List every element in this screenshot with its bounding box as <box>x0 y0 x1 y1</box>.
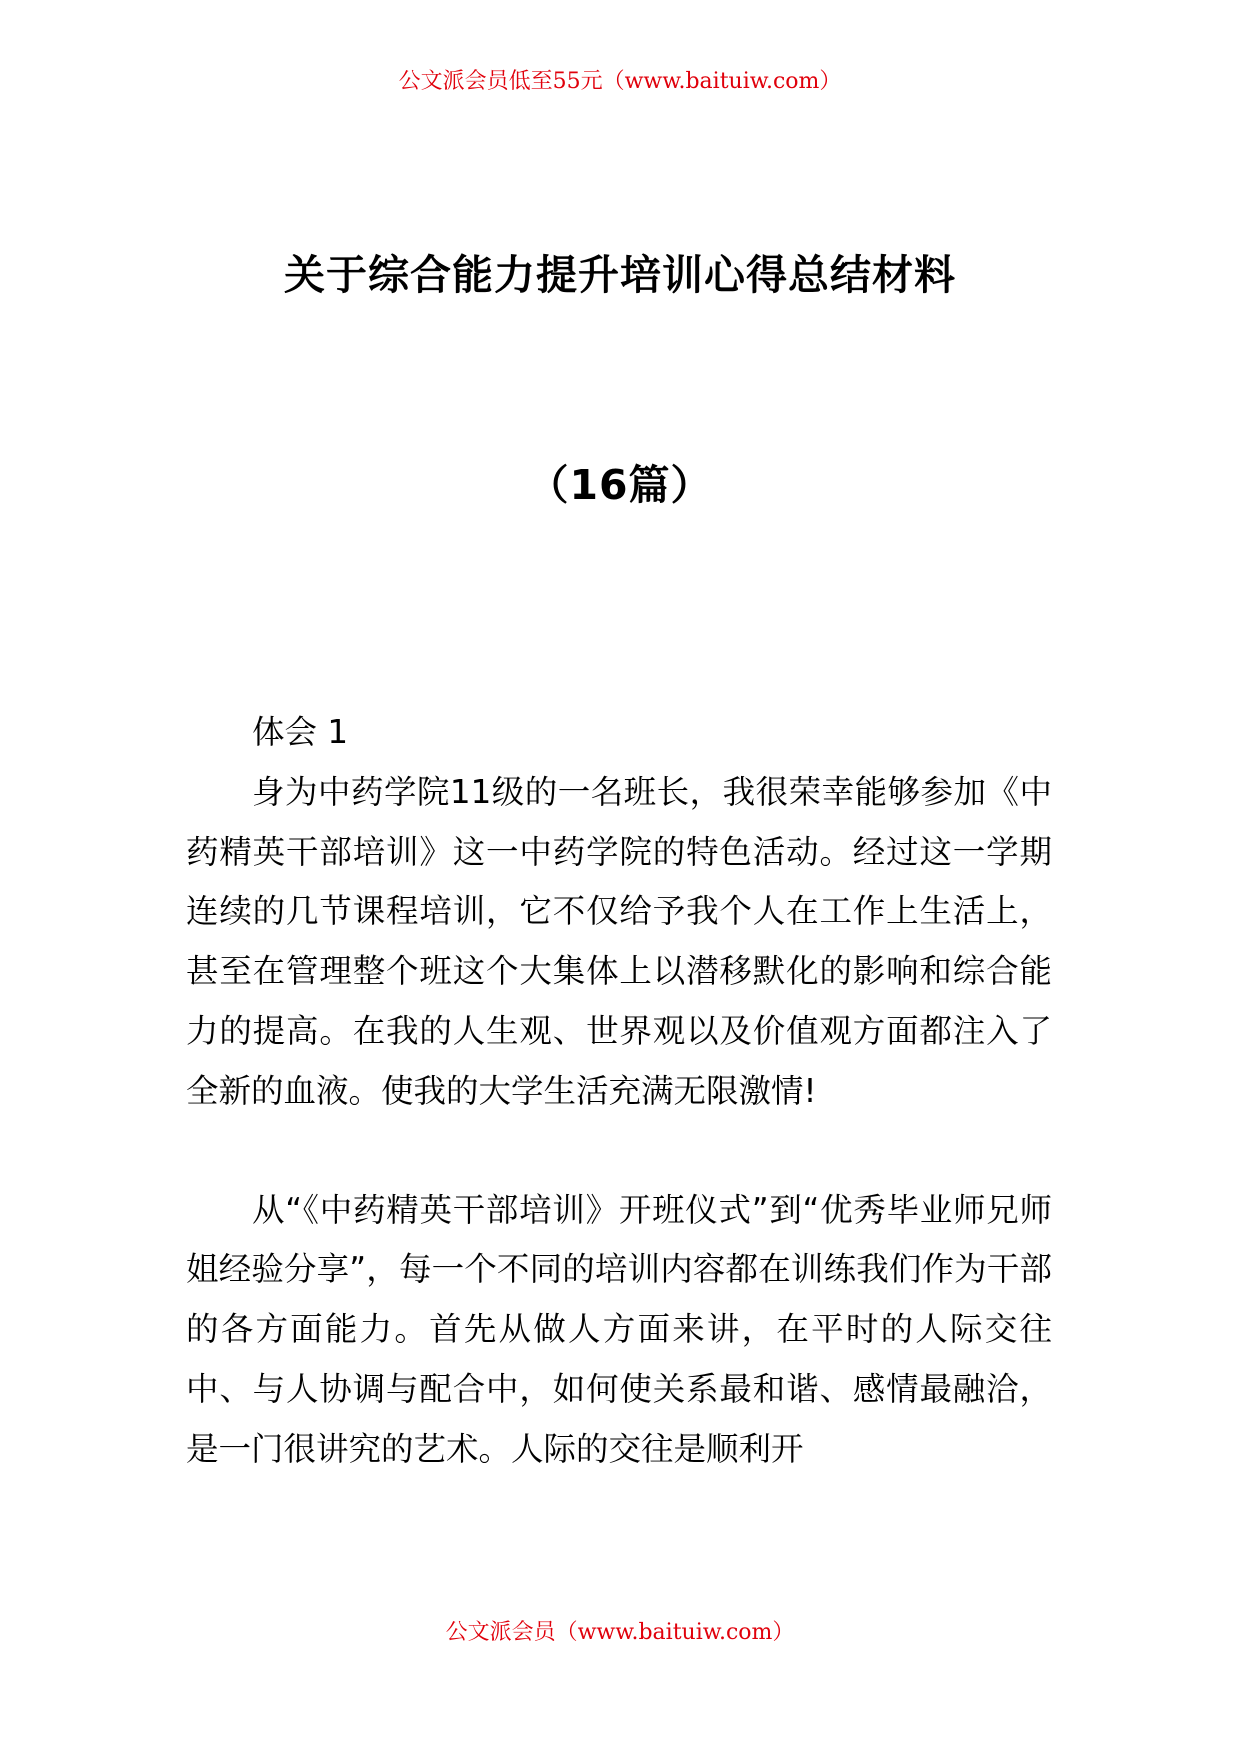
header-notice: 公文派会员低至55元（www.baituiw.com） <box>398 69 842 94</box>
document-title: 关于综合能力提升培训心得总结材料 <box>284 251 956 299</box>
document-subtitle: （16篇） <box>527 461 713 509</box>
paragraph-2: 从“《中药精英干部培训》开班仪式”到“优秀毕业师兄师姐经验分享”，每一个不同的培训内容都在训练我们作为干部的各方面能力。首先从做人方面来讲，在平时的人际交往中、与人协调与配合中，如何使关系最和谐、感情最融洽，是一门很讲究的艺术。人际的交往是顺利开 <box>186 1190 1052 1468</box>
paragraph-1: 身为中药学院11级的一名班长，我很荣幸能够参加《中药精英干部培训》这一中药学院的特色活动。经过这一学期连续的几节课程培训，它不仅给予我个人在工作上生活上，甚至在管理整个班这个大集体上以潜移默化的影响和综合能力的提高。在我的人生观、世界观以及价值观方面都注入了全新的血液。使我的大学生活充满无限激情! <box>186 772 1052 1110</box>
footer-notice: 公文派会员（www.baituiw.com） <box>445 1620 795 1645</box>
section-label: 体会 1 <box>252 713 349 751</box>
document-body <box>186 703 1052 1480</box>
